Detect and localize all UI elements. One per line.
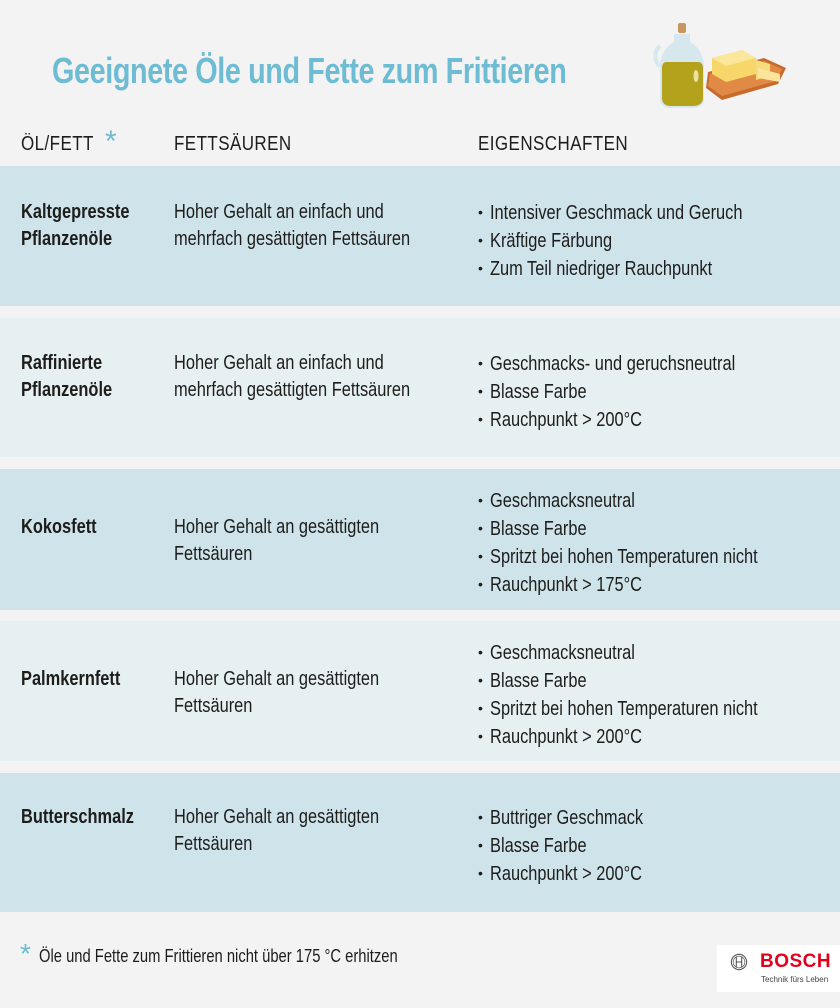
page-title-text: Geeignete Öle und Fette zum Frittieren: [52, 50, 567, 91]
bullet-icon: •: [478, 837, 483, 853]
table-row: [0, 318, 840, 457]
oil-name: [21, 804, 159, 831]
bullet-icon: •: [478, 700, 483, 716]
page-title: [52, 50, 695, 92]
footnote-text: [39, 946, 476, 967]
fatty-acids-line: mehrfach gesättigten Fettsäuren: [174, 228, 411, 250]
property-text: Geschmacksneutral: [490, 490, 635, 512]
bullet-icon: •: [478, 728, 483, 744]
bosch-armature-icon: [730, 953, 748, 971]
list-item: [478, 227, 798, 255]
property-text: Buttriger Geschmack: [490, 807, 644, 829]
property-text: Blasse Farbe: [490, 518, 587, 540]
fatty-acids: [174, 350, 462, 404]
property-text: Blasse Farbe: [490, 835, 587, 857]
property-text: Zum Teil niedriger Rauchpunkt: [490, 258, 713, 280]
bullet-icon: •: [478, 260, 483, 276]
list-item: [478, 723, 817, 751]
asterisk-marker: *: [105, 125, 118, 158]
list-item: [478, 804, 677, 832]
column-header-properties-label: EIGENSCHAFTEN: [478, 133, 629, 155]
list-item: [478, 860, 677, 888]
fatty-acids-line: Hoher Gehalt an gesättigten: [174, 668, 380, 690]
list-item: [478, 695, 817, 723]
fatty-acids: [174, 666, 424, 720]
oil-name-line: Pflanzenöle: [21, 379, 113, 401]
bullet-icon: •: [478, 232, 483, 248]
bullet-icon: •: [478, 383, 483, 399]
list-item: [478, 487, 817, 515]
property-text: Blasse Farbe: [490, 381, 587, 403]
list-item: [478, 255, 798, 283]
bullet-icon: •: [478, 809, 483, 825]
list-item: [478, 350, 789, 378]
column-header-oil: [21, 125, 118, 158]
fatty-acids-line: Fettsäuren: [174, 543, 253, 565]
list-item: [478, 199, 798, 227]
bullet-icon: •: [478, 411, 483, 427]
fatty-acids-line: Hoher Gehalt an einfach und: [174, 352, 384, 374]
column-header-properties: [478, 133, 655, 156]
bullet-icon: •: [478, 520, 483, 536]
column-header-fatty-acids: [174, 133, 312, 156]
brand-name: BOSCH: [760, 951, 832, 972]
table-row: [0, 469, 840, 610]
oil-name-line: Raffinierte: [21, 352, 103, 374]
property-text: Rauchpunkt > 175°C: [490, 574, 642, 596]
list-item: [478, 406, 789, 434]
oil-name-line: Palmkernfett: [21, 668, 121, 690]
fatty-acids-line: mehrfach gesättigten Fettsäuren: [174, 379, 411, 401]
property-text: Blasse Farbe: [490, 670, 587, 692]
table-row: [0, 773, 840, 912]
property-text: Geschmacksneutral: [490, 642, 635, 664]
bullet-icon: •: [478, 548, 483, 564]
column-header-oil-label: ÖL/FETT: [21, 133, 94, 155]
bullet-icon: •: [478, 865, 483, 881]
fatty-acids: [174, 804, 424, 858]
oil-name-line: Butterschmalz: [21, 806, 135, 828]
property-text: Geschmacks- und geruchsneutral: [490, 353, 736, 375]
list-item: [478, 378, 789, 406]
properties-list: [478, 350, 789, 434]
property-text: Intensiver Geschmack und Geruch: [490, 202, 743, 224]
properties-list: [478, 804, 677, 888]
properties-list: [478, 199, 798, 283]
list-item: [478, 515, 817, 543]
bosch-logo: [717, 945, 840, 992]
bullet-icon: •: [478, 204, 483, 220]
fatty-acids-line: Fettsäuren: [174, 695, 253, 717]
fatty-acids-line: Hoher Gehalt an einfach und: [174, 201, 384, 223]
properties-list: [478, 639, 817, 751]
fatty-acids: [174, 199, 462, 253]
table-header: [0, 125, 840, 162]
fatty-acids-line: Hoher Gehalt an gesättigten: [174, 806, 380, 828]
property-text: Kräftige Färbung: [490, 230, 613, 252]
bullet-icon: •: [478, 355, 483, 371]
oil-name: [21, 350, 132, 404]
table-row: [0, 621, 840, 761]
oil-name-line: Kaltgepresste: [21, 201, 130, 223]
fatty-acids-line: Hoher Gehalt an gesättigten: [174, 516, 380, 538]
table-row: [0, 166, 840, 306]
fatty-acids: [174, 514, 424, 568]
oil-name: [21, 514, 113, 541]
brand-tagline: Technik fürs Leben: [761, 975, 829, 984]
oil-name: [21, 199, 153, 253]
oil-and-butter-icon: [652, 20, 792, 110]
column-header-fatty-acids-label: FETTSÄUREN: [174, 133, 292, 155]
oil-name-line: Kokosfett: [21, 516, 97, 538]
list-item: [478, 543, 817, 571]
list-item: [478, 667, 817, 695]
list-item: [478, 571, 817, 599]
asterisk-marker: *: [20, 938, 31, 969]
property-text: Rauchpunkt > 200°C: [490, 726, 642, 748]
bullet-icon: •: [478, 644, 483, 660]
bullet-icon: •: [478, 492, 483, 508]
property-text: Rauchpunkt > 200°C: [490, 863, 642, 885]
oil-name: [21, 666, 142, 693]
property-text: Spritzt bei hohen Temperaturen nicht: [490, 698, 758, 720]
list-item: [478, 832, 677, 860]
footnote-text-content: Öle und Fette zum Frittieren nicht über 175 °C erhitzen: [39, 946, 398, 966]
bullet-icon: •: [478, 672, 483, 688]
property-text: Spritzt bei hohen Temperaturen nicht: [490, 546, 758, 568]
properties-list: [478, 487, 817, 599]
property-text: Rauchpunkt > 200°C: [490, 409, 642, 431]
bullet-icon: •: [478, 576, 483, 592]
oil-name-line: Pflanzenöle: [21, 228, 113, 250]
list-item: [478, 639, 817, 667]
fatty-acids-line: Fettsäuren: [174, 833, 253, 855]
